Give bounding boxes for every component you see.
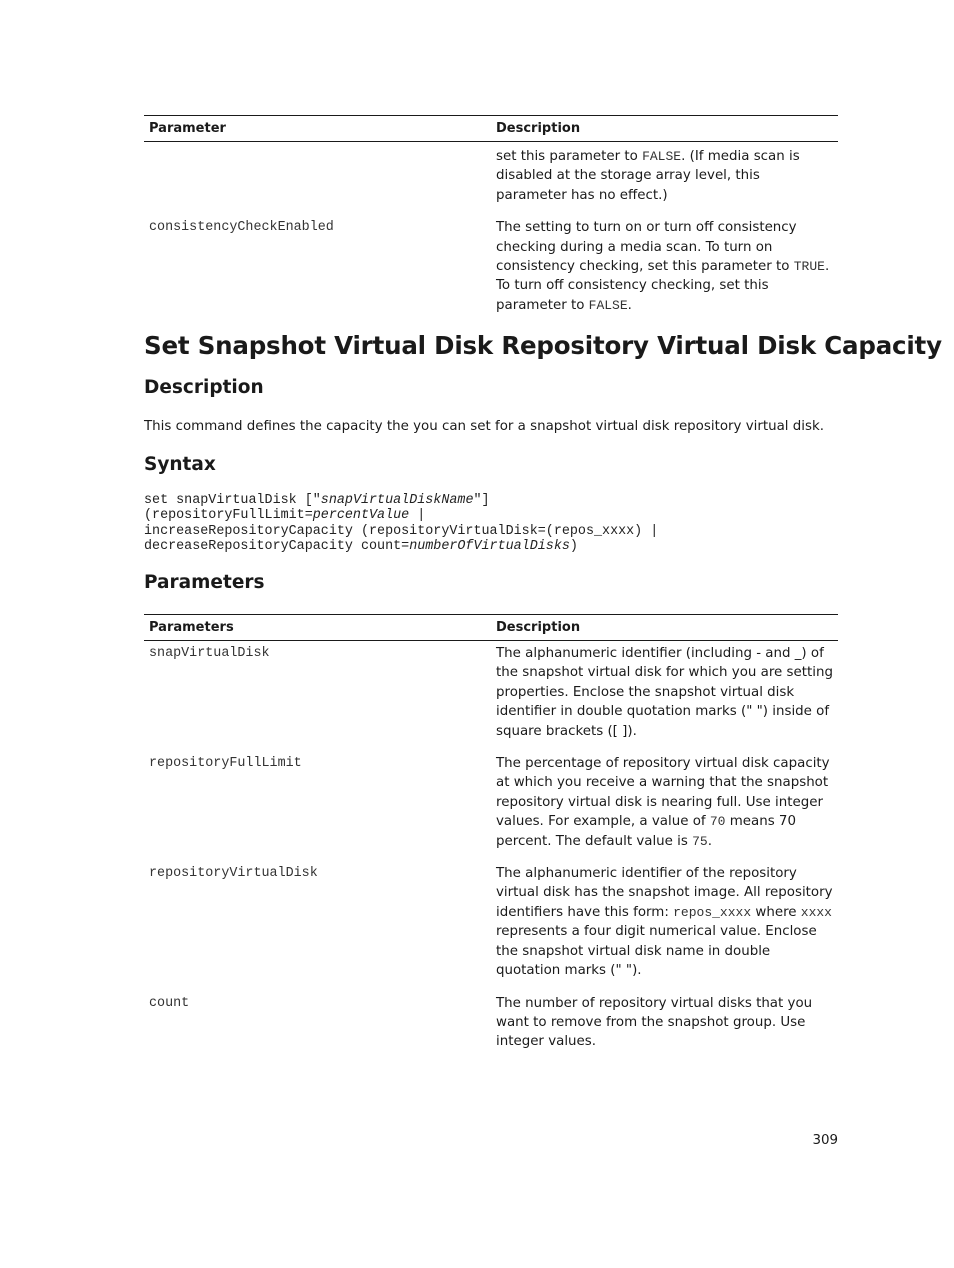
description-text: The alphanumeric identifier (including - and _) of the snapshot virtual disk for which you are setting properties. Enclose the snapshot virtual disk identifier in double quotation marks (" ") inside of square brackets ([ ]). — [496, 646, 833, 739]
table-header-row — [144, 615, 838, 641]
code-text: set snapVirtualDisk [" — [144, 493, 321, 508]
parameter-name — [144, 142, 491, 216]
table-row — [144, 991, 838, 1062]
code-literal: FALSE — [588, 297, 628, 313]
code-text: decreaseRepositoryCapacity count= — [144, 539, 410, 555]
syntax-line — [144, 539, 578, 554]
parameter-name: repositoryVirtualDisk — [149, 866, 318, 882]
section-title: Set Snapshot Virtual Disk Repository Virtual Disk Capacity — [144, 331, 942, 360]
parameter-description — [491, 215, 838, 325]
table-row — [144, 641, 838, 752]
parameter-description — [491, 641, 838, 752]
code-text: increaseRepositoryCapacity (repositoryVirtualDisk=(repos_xxxx) | — [144, 523, 659, 539]
syntax-line — [144, 508, 425, 523]
code-text: (repositoryFullLimit= — [144, 508, 313, 524]
table-row — [144, 751, 838, 861]
table-row — [144, 215, 838, 325]
code-text: "] — [473, 493, 490, 508]
table-row — [144, 861, 838, 990]
description-text: . — [707, 833, 712, 849]
parameter-name: snapVirtualDisk — [149, 646, 270, 661]
code-literal: FALSE — [642, 149, 682, 164]
code-literal: 70 — [709, 814, 726, 830]
table-header-row — [144, 116, 838, 142]
description-text: . (If media scan is disabled at the storage array level, this parameter has no effect.) — [496, 149, 800, 203]
code-placeholder: percentValue — [312, 508, 410, 524]
table-row — [144, 142, 838, 216]
description-column-header: Description — [491, 116, 838, 142]
description-text: The number of repository virtual disks that you want to remove from the snapshot group. Use integer values. — [496, 995, 813, 1050]
description-text: means 70 percent. The default value is — [496, 814, 796, 849]
syntax-heading: Syntax — [144, 454, 216, 475]
description-text: represents a four digit numerical value. Enclose the snapshot virtual disk name in double quotation marks (" "). — [496, 924, 817, 979]
code-literal: TRUE — [793, 259, 825, 275]
code-literal: repos_xxxx — [673, 904, 752, 920]
parameter-name: consistencyCheckEnabled — [149, 220, 334, 236]
description-text: set this parameter to — [496, 149, 643, 164]
parameter-description — [491, 861, 838, 990]
parameter-column-header: Parameter — [144, 116, 491, 142]
syntax-code-block — [144, 493, 658, 555]
parameter-description — [491, 751, 838, 861]
parameter-description — [491, 142, 838, 216]
parameters-heading: Parameters — [144, 572, 265, 593]
continued-parameter-table — [144, 115, 838, 325]
description-column-header: Description — [491, 615, 838, 641]
parameter-name: count — [149, 995, 190, 1011]
parameter-column-header: Parameters — [144, 615, 491, 641]
description-text: The alphanumeric identifier of the repository virtual disk has the snapshot image. All repository identifiers have this form: — [496, 866, 833, 920]
page-number: 309 — [812, 1133, 838, 1148]
description-paragraph: This command defines the capacity the you can set for a snapshot virtual disk repository virtual disk. — [144, 419, 824, 434]
syntax-line — [144, 524, 658, 539]
description-text: where — [751, 904, 801, 920]
code-placeholder: numberOfVirtualDisks — [409, 539, 570, 555]
code-placeholder: snapVirtualDiskName — [320, 493, 474, 508]
description-text: The percentage of repository virtual disk capacity at which you receive a warning that the snapshot repository virtual disk is nearing full. Use integer values. For example, a value of — [496, 756, 830, 830]
description-text: . To turn off consistency checking, set this parameter to — [496, 259, 830, 313]
code-literal: 75 — [692, 833, 708, 849]
description-text: . — [627, 297, 632, 313]
description-text: The setting to turn on or turn off consistency checking during a media scan. To turn on consistency checking, set this parameter to — [496, 220, 797, 275]
parameter-description — [491, 991, 838, 1062]
description-heading: Description — [144, 377, 264, 398]
parameters-table — [144, 614, 838, 1062]
syntax-line — [144, 493, 490, 508]
code-literal: xxxx — [800, 904, 832, 920]
parameter-name: repositoryFullLimit — [149, 756, 302, 772]
code-text: ) — [569, 539, 578, 555]
code-text: | — [409, 508, 426, 524]
